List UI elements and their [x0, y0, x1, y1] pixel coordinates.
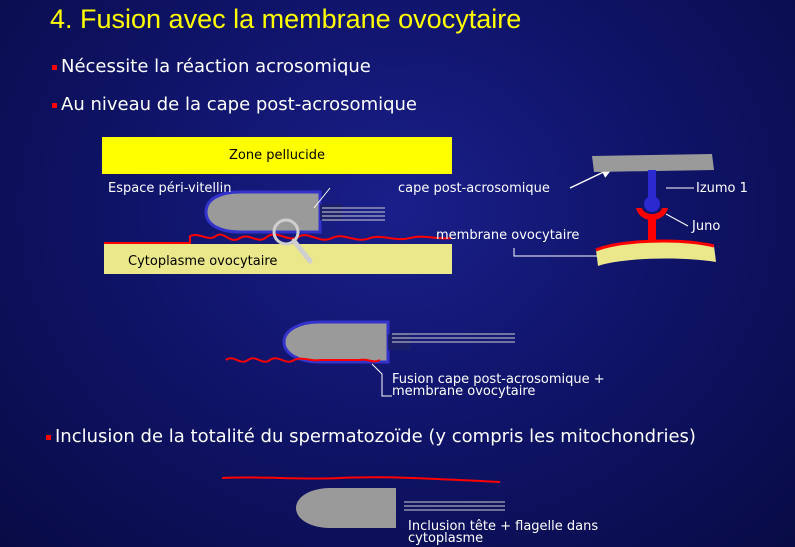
juno-stem	[648, 218, 656, 242]
izumo-label: Izumo 1	[696, 181, 748, 196]
inclusion-caption-line1: Inclusion tête + flagelle dans	[408, 519, 599, 534]
leader-fusion	[372, 364, 392, 396]
membrane-label: membrane ovocytaire	[436, 228, 580, 243]
sperm-flagellum-3	[404, 502, 505, 510]
espace-label: Espace péri-vitellin	[108, 181, 232, 196]
leader-juno	[666, 214, 688, 226]
inclusion-caption-line2: cytoplasme	[408, 531, 484, 546]
page-title: 4. Fusion avec la membrane ovocytaire	[50, 4, 522, 34]
juno-label: Juno	[692, 219, 721, 234]
sperm-head-2	[284, 322, 388, 362]
sperm-cap-band	[592, 154, 714, 172]
zone-pellucide-label: Zone pellucide	[229, 148, 325, 163]
fusion-caption-line2: membrane ovocytaire	[392, 384, 536, 399]
bullet-text: Inclusion de la totalité du spermatozoïde (y compris les mitochondries)	[55, 426, 696, 447]
cape-label: cape post-acrosomique	[398, 181, 550, 196]
leader-membrane	[514, 248, 598, 256]
oocyte-membrane-3	[222, 477, 500, 482]
izumo-stem	[648, 170, 656, 198]
bullet-marker	[46, 435, 51, 440]
sperm-head-1	[206, 192, 320, 232]
bullet-inclusion	[46, 426, 696, 447]
sperm-flagellum-2	[392, 334, 515, 342]
bullet-text: Au niveau de la cape post-acrosomique	[61, 94, 418, 115]
fusion-caption-line1: Fusion cape post-acrosomique +	[392, 372, 605, 387]
izumo-head	[644, 196, 660, 212]
sperm-head-3	[296, 488, 396, 528]
bullet-text: Nécessite la réaction acrosomique	[61, 56, 371, 77]
cytoplasme-label: Cytoplasme ovocytaire	[128, 254, 278, 269]
